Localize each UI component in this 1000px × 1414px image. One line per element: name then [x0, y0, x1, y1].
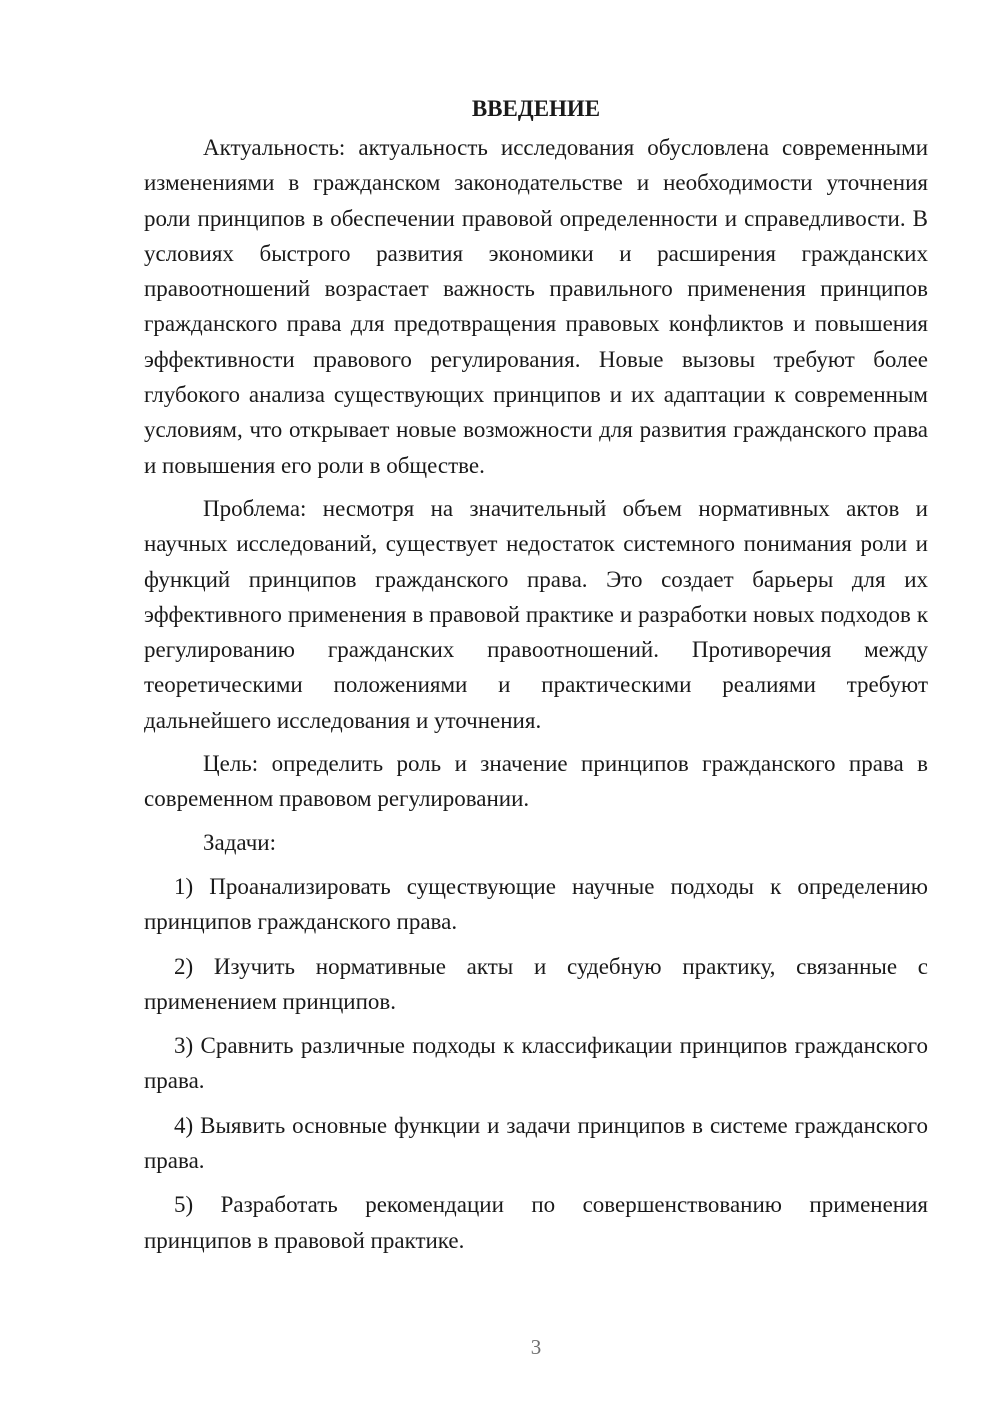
tasks-heading: Задачи: [203, 829, 276, 855]
section-heading: ВВЕДЕНИЕ [471, 96, 601, 121]
page-content [144, 91, 928, 1258]
task-item: 1) Проанализировать существующие научные подходы к определению принципов гражданского права. [144, 873, 928, 935]
task-item: 3) Сравнить различные подходы к классификации принципов гражданского права. [144, 1033, 928, 1094]
goal-paragraph: Цель: определить роль и значение принципов гражданского права в современном правовом регулировании. [144, 751, 928, 812]
relevance-paragraph: Актуальность: актуальность исследования обусловлена современными изменениями в гражданском законодательстве и необходимости уточнения роли принципов в обеспечении правовой определенности и справедливости. В условиях быстрого развития экономики и расширения гражданских правоотношений возрастает важность правильного применения принципов гражданского права для предотвращения правовых конфликтов и повышения эффективности правового регулирования. Новые вызовы требуют более глубокого анализа существующих принципов и их адаптации к современным условиям, что открывает новые возможности для развития гражданского права и повышения его роли в обществе. [144, 135, 928, 478]
task-item: 4) Выявить основные функции и задачи принципов в системе гражданского права. [144, 1112, 928, 1174]
problem-paragraph: Проблема: несмотря на значительный объем нормативных актов и научных исследований, существует недостаток системного понимания роли и функций принципов гражданского права. Это создает барьеры для их эффективного применения в правовой практике и разработки новых подходов к регулированию гражданских правоотношений. Противоречия между теоретическими положениями и практическими реалиями требуют дальнейшего исследования и уточнения. [144, 495, 928, 733]
page-number: 3 [530, 1335, 542, 1359]
task-item: 2) Изучить нормативные акты и судебную практику, связанные с применением принципов. [144, 953, 928, 1014]
task-item: 5) Разработать рекомендации по совершенствованию применения принципов в правовой практике. [144, 1192, 928, 1253]
